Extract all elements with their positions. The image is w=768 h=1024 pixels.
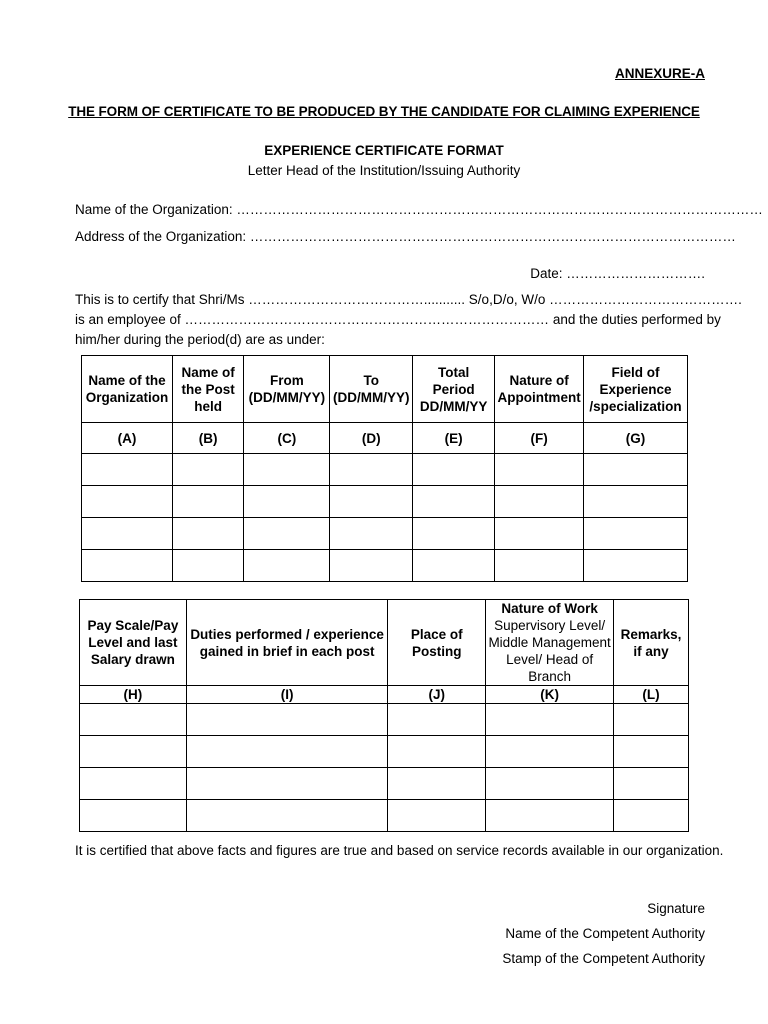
table-row [82,486,688,518]
table-cell[interactable] [82,486,173,518]
table-cell[interactable] [584,550,688,582]
col-letter: (J) [388,686,486,704]
table1-header-row [82,356,688,423]
annexure-label: ANNEXURE-A [614,66,705,81]
date-field: Date: …………………………. [530,266,705,281]
table-cell[interactable] [584,486,688,518]
table-cell[interactable] [244,486,330,518]
table-cell[interactable] [244,454,330,486]
form-title: THE FORM OF CERTIFICATE TO BE PRODUCED BY THE CANDIDATE FOR CLAIMING EXPERIENCE [68,104,700,119]
table2-letter-row [80,686,689,704]
certify-line-1: This is to certify that Shri/Ms …………………………………........... S/o,D/o, W/o ……………………………………. [75,292,742,307]
header-nature-appointment: Nature of Appointment [495,356,584,423]
table-cell[interactable] [172,486,243,518]
table-cell[interactable] [495,550,584,582]
col-letter: (I) [186,686,388,704]
experience-table-2 [79,599,689,832]
header-to: To (DD/MM/YY) [330,356,413,423]
table-cell[interactable] [614,800,689,832]
signature-label: Signature [647,901,705,916]
table-row [82,518,688,550]
header-org-name: Name of the Organization [82,356,173,423]
table-cell[interactable] [413,550,495,582]
col-letter: (A) [82,423,173,454]
table-row [80,800,689,832]
letterhead-note: Letter Head of the Institution/Issuing Authority [247,163,521,178]
table-cell[interactable] [495,454,584,486]
table-cell[interactable] [495,486,584,518]
col-letter: (B) [172,423,243,454]
table-cell[interactable] [82,454,173,486]
table1-letter-row [82,423,688,454]
table-cell[interactable] [584,454,688,486]
col-letter: (E) [413,423,495,454]
header-from: From (DD/MM/YY) [244,356,330,423]
table-cell[interactable] [486,768,614,800]
authority-name-label: Name of the Competent Authority [505,926,705,941]
table-row [80,736,689,768]
table-cell[interactable] [614,736,689,768]
col-letter: (F) [495,423,584,454]
format-title: EXPERIENCE CERTIFICATE FORMAT [264,143,504,158]
table-cell[interactable] [330,550,413,582]
table-cell[interactable] [186,800,388,832]
col-letter: (G) [584,423,688,454]
table-row [82,454,688,486]
table-cell[interactable] [388,736,486,768]
header-remarks: Remarks, if any [614,600,689,686]
table2-header-row [80,600,689,686]
table-cell[interactable] [82,518,173,550]
table-cell[interactable] [244,518,330,550]
header-place-posting: Place of Posting [388,600,486,686]
table-cell[interactable] [186,704,388,736]
table-row [80,704,689,736]
table-cell[interactable] [172,550,243,582]
table-row [80,768,689,800]
col-letter: (D) [330,423,413,454]
table-cell[interactable] [330,518,413,550]
table-cell[interactable] [186,768,388,800]
experience-table-1 [81,355,688,582]
header-post-held: Name of the Post held [172,356,243,423]
org-address-field: Address of the Organization: ……………………………………………………………………………………………… [75,229,736,244]
certification-statement: It is certified that above facts and figures are true and based on service records available in our organization. [75,843,724,858]
col-letter: (H) [80,686,187,704]
table-row [82,550,688,582]
table-cell[interactable] [82,550,173,582]
header-duties-performed: Duties performed / experience gained in brief in each post [186,600,388,686]
table-cell[interactable] [80,800,187,832]
org-name-field: Name of the Organization: ……………………………………………………………………………………………………… [75,202,763,217]
certify-line-2: is an employee of ……………………………………………………………………… and the duties performed by [75,312,721,327]
header-total-period: Total Period DD/MM/YY [413,356,495,423]
table-cell[interactable] [388,768,486,800]
table-cell[interactable] [413,486,495,518]
table-cell[interactable] [244,550,330,582]
table-cell[interactable] [80,736,187,768]
header-field-experience: Field of Experience /specialization [584,356,688,423]
table-cell[interactable] [388,800,486,832]
table-cell[interactable] [388,704,486,736]
table-cell[interactable] [584,518,688,550]
header-nature-work: Nature of Work Supervisory Level/ Middle Management Level/ Head of Branch [486,600,614,686]
table-cell[interactable] [486,704,614,736]
table-cell[interactable] [413,518,495,550]
table-cell[interactable] [486,736,614,768]
col-letter: (L) [614,686,689,704]
table-cell[interactable] [413,454,495,486]
table-cell[interactable] [80,704,187,736]
table-cell[interactable] [614,768,689,800]
header-pay-scale: Pay Scale/Pay Level and last Salary drawn [80,600,187,686]
authority-stamp-label: Stamp of the Competent Authority [502,951,705,966]
table-cell[interactable] [330,454,413,486]
certify-line-3: him/her during the period(d) are as under: [75,332,325,347]
col-letter: (C) [244,423,330,454]
table-cell[interactable] [330,486,413,518]
table-cell[interactable] [80,768,187,800]
table-cell[interactable] [186,736,388,768]
table-cell[interactable] [172,454,243,486]
table-cell[interactable] [486,800,614,832]
col-letter: (K) [486,686,614,704]
table-cell[interactable] [495,518,584,550]
table-cell[interactable] [172,518,243,550]
table-cell[interactable] [614,704,689,736]
